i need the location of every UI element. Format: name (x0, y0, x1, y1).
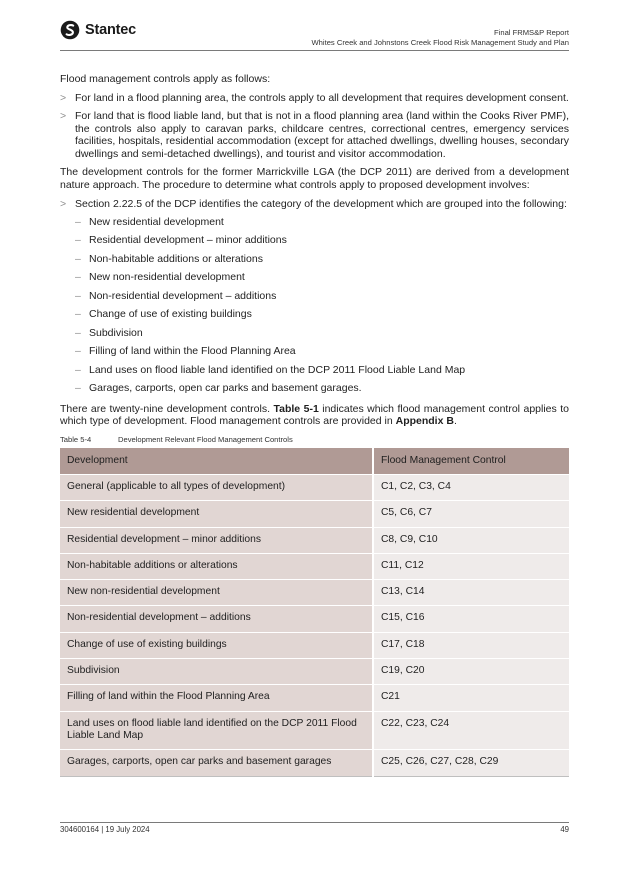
dash-marker: – (75, 215, 81, 228)
dash-marker: – (75, 326, 81, 339)
stantec-logo-icon (60, 20, 80, 40)
footer-divider (60, 822, 569, 823)
bullet-marker: > (60, 110, 67, 122)
list-item: – Subdivision (75, 326, 143, 339)
table-row: Filling of land within the Flood Planning Area C21 (60, 685, 569, 711)
controls-table (60, 448, 569, 777)
table-caption-title: Development Relevant Flood Management Controls (118, 435, 293, 444)
page-number: 49 (560, 825, 569, 834)
bullet-text: Section 2.22.5 of the DCP identifies the category of the development which are grouped into the following: (75, 198, 567, 210)
stantec-logo (60, 20, 136, 40)
bullet-item (60, 92, 569, 105)
list-item: – Garages, carports, open car parks and basement garages. (75, 382, 362, 394)
bullet-text: For land in a flood planning area, the controls apply to all development that requires development consent. (75, 91, 569, 104)
document-reference: 304600164 | 19 July 2024 (60, 825, 150, 834)
category-list (60, 216, 569, 401)
list-item: – New residential development (75, 215, 224, 228)
bullet-text: For land that is flood liable land, but that is not in a flood planning area (land within the Cooks River PMF), the controls also apply to caravan parks, childcare centres, correctional centres, emergency services facilities, hospitals, residential accommodation (except for attached dwellings, dwelling houses, secondary dwellings and semi-detached dwellings), and tourist and visitor accommodation. (75, 110, 569, 160)
list-item: – Non-habitable additions or alterations (75, 252, 263, 265)
table-caption-number: Table 5-4 (60, 435, 92, 444)
dash-marker: – (75, 252, 81, 265)
report-title: Final FRMS&P Report (494, 28, 569, 37)
dash-marker: – (75, 271, 81, 283)
procedure-paragraph: The development controls for the former Marrickville LGA (the DCP 2011) are derived from a development nature approach. The procedure to determine what controls apply to proposed development involves: (60, 166, 569, 191)
dash-marker: – (75, 363, 81, 376)
bullet-item (60, 110, 569, 160)
table-row: Subdivision C19, C20 (60, 659, 569, 685)
list-item: – Land uses on flood liable land identified on the DCP 2011 Flood Liable Land Map (75, 363, 466, 376)
intro-paragraph: Flood management controls apply as follows: (60, 73, 271, 85)
table-row: Residential development – minor additions C8, C9, C10 (60, 527, 569, 553)
report-header (312, 28, 569, 48)
page-header (60, 18, 569, 48)
column-header-control: Flood Management Control (373, 448, 569, 475)
controls-paragraph: There are twenty-nine development controls. Table 5-1 indicates which flood management control applies to which type of development. Flood management controls are provided in Appendix B. (60, 402, 569, 427)
bullet-item (60, 198, 569, 401)
dash-marker: – (75, 289, 81, 302)
table-caption (60, 435, 293, 444)
column-header-development: Development (60, 448, 373, 475)
dash-marker: – (75, 382, 81, 394)
table-row: Non-habitable additions or alterations C11, C12 (60, 553, 569, 579)
list-item: – New non-residential development (75, 271, 245, 283)
list-item: – Residential development – minor additions (75, 234, 287, 246)
body-content (60, 73, 569, 428)
table-row: Non-residential development – additions C15, C16 (60, 606, 569, 632)
table-row: Change of use of existing buildings C17, C18 (60, 632, 569, 658)
table-row: Garages, carports, open car parks and basement garages C25, C26, C27, C28, C29 (60, 750, 569, 776)
table-reference: Table 5-1 (273, 402, 319, 415)
table-row: Land uses on flood liable land identified on the DCP 2011 Flood Liable Land Map C22, C23, C24 (60, 711, 569, 750)
list-item: – Non-residential development – additions (75, 289, 277, 302)
header-divider (60, 50, 569, 51)
table-row: New residential development C5, C6, C7 (60, 501, 569, 527)
dash-marker: – (75, 345, 81, 357)
bullet-marker: > (60, 198, 67, 210)
report-subtitle: Whites Creek and Johnstons Creek Flood Risk Management Study and Plan (311, 38, 569, 47)
list-item: – Change of use of existing buildings (75, 308, 252, 320)
bullet-marker: > (60, 91, 67, 104)
table-header-row (60, 448, 569, 475)
list-item: – Filling of land within the Flood Planning Area (75, 345, 296, 357)
appendix-reference: Appendix B (395, 415, 454, 427)
dash-marker: – (75, 234, 81, 246)
table-row: General (applicable to all types of development) C1, C2, C3, C4 (60, 475, 569, 501)
dash-marker: – (75, 308, 81, 320)
logo-text: Stantec (85, 22, 136, 38)
table-row: New non-residential development C13, C14 (60, 580, 569, 606)
